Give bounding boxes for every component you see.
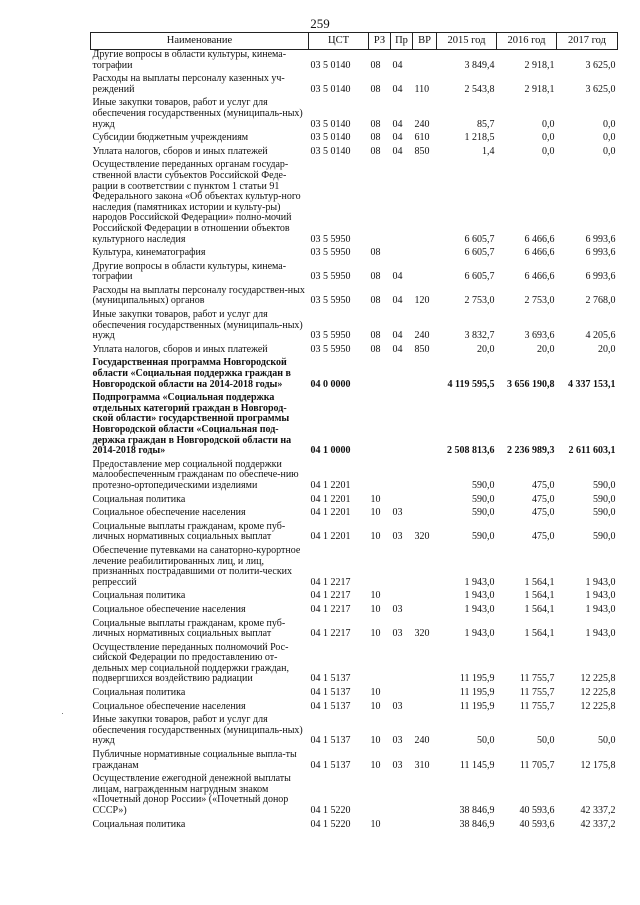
cell-2016: 1 564,1	[524, 590, 555, 602]
cell-2017: 0,0	[603, 118, 616, 130]
cell-csr: 04 1 2217	[310, 576, 351, 588]
cell-2015: 38 846,9	[459, 805, 495, 816]
cell-2015: 590,0	[472, 507, 495, 519]
cell-vr	[413, 393, 437, 460]
header-2016: 2016 год	[497, 33, 557, 50]
cell-vr	[413, 262, 437, 286]
cell-csr: 03 5 5950	[310, 295, 351, 307]
cell-name: Культура, кинематография	[92, 247, 206, 259]
table-row	[91, 508, 618, 522]
cell-csr: 04 1 5137	[310, 687, 351, 699]
cell-vr	[413, 546, 437, 591]
cell-2017: 42 337,2	[580, 818, 616, 830]
cell-csr: 03 5 5950	[310, 330, 351, 342]
cell-2016: 3 693,6	[524, 330, 555, 342]
cell-pr	[391, 591, 413, 605]
table-row	[91, 50, 618, 75]
cell-rz: 10	[370, 531, 381, 543]
cell-2015: 50,0	[477, 735, 495, 747]
table-row	[91, 643, 618, 688]
cell-pr: 03	[392, 603, 403, 615]
cell-rz: 10	[370, 759, 381, 771]
table-row	[91, 702, 618, 716]
table-row	[91, 98, 618, 133]
cell-2015: 1 218,5	[464, 132, 495, 144]
cell-2017: 0,0	[603, 145, 616, 157]
cell-2017: 590,0	[593, 531, 616, 543]
cell-rz: 08	[370, 343, 381, 355]
header-rz: РЗ	[369, 33, 391, 50]
cell-csr: 04 1 2217	[310, 590, 351, 602]
cell-2015: 4 119 595,5	[447, 378, 495, 390]
cell-vr: 320	[414, 628, 430, 640]
cell-2016: 3 656 190,8	[507, 378, 555, 390]
cell-name: Социальная политика	[92, 687, 186, 699]
cell-2017: 1 943,0	[585, 590, 616, 602]
cell-rz: 10	[370, 700, 381, 712]
cell-rz: 08	[370, 59, 381, 71]
table-row	[91, 147, 618, 161]
cell-name: Осуществление ежегодной денежной выплаты лицам, награжденным нагрудным знаком «Почетный донор России» («Почетный донор СССР»)	[92, 773, 291, 816]
cell-rz: 10	[370, 507, 381, 519]
table-row	[91, 591, 618, 605]
cell-2016: 1 564,1	[524, 628, 555, 640]
cell-2016: 475,0	[532, 493, 555, 505]
cell-pr	[391, 460, 413, 495]
cell-2017: 12 225,8	[580, 673, 616, 685]
cell-pr	[391, 160, 413, 248]
table-row	[91, 345, 618, 359]
header-2017: 2017 год	[557, 33, 618, 50]
cell-2016: 11 755,7	[519, 700, 555, 712]
cell-2017: 590,0	[593, 507, 616, 519]
cell-2017: 1 943,0	[585, 576, 616, 588]
cell-vr	[413, 702, 437, 716]
cell-rz: 10	[370, 590, 381, 602]
cell-name: Социальные выплаты гражданам, кроме пуб-личных нормативных социальных выплат	[92, 617, 286, 640]
header-name: Наименование	[91, 33, 309, 50]
cell-2015: 6 605,7	[464, 233, 495, 245]
table-row	[91, 248, 618, 262]
table-row	[91, 774, 618, 819]
cell-2017: 0,0	[603, 132, 616, 144]
cell-2017: 2 611 603,1	[568, 445, 616, 457]
cell-csr: 03 5 0140	[310, 132, 351, 144]
cell-csr: 03 5 5950	[310, 343, 351, 355]
cell-2016: 50,0	[537, 735, 555, 747]
cell-pr: 03	[392, 507, 403, 519]
cell-name: Иные закупки товаров, работ и услуг для обеспечения государственных (муниципаль-ных) нужд	[92, 97, 303, 130]
cell-rz: 08	[370, 118, 381, 130]
cell-name: Социальное обеспечение населения	[92, 507, 246, 519]
cell-csr: 04 1 5137	[310, 759, 351, 771]
cell-2016: 475,0	[532, 507, 555, 519]
cell-pr	[391, 495, 413, 509]
cell-2017: 6 993,6	[585, 271, 616, 283]
cell-2016: 475,0	[532, 531, 555, 543]
cell-2017: 50,0	[598, 735, 616, 747]
scan-speck	[62, 713, 63, 714]
cell-rz: 10	[370, 628, 381, 640]
cell-vr	[413, 495, 437, 509]
cell-2016: 11 755,7	[519, 687, 555, 699]
cell-vr: 610	[414, 132, 430, 144]
cell-2016: 2 753,0	[524, 295, 555, 307]
cell-csr: 04 1 5137	[310, 735, 351, 747]
cell-name: Иные закупки товаров, работ и услуг для обеспечения государственных (муниципаль-ных) нужд	[92, 714, 303, 747]
cell-csr: 04 1 5220	[310, 818, 351, 830]
cell-2017: 3 625,0	[585, 83, 616, 95]
cell-rz: 10	[370, 687, 381, 699]
cell-pr	[391, 358, 413, 393]
cell-pr: 04	[392, 295, 403, 307]
cell-2015: 85,7	[477, 118, 495, 130]
cell-2016: 40 593,6	[519, 818, 555, 830]
table-row	[91, 495, 618, 509]
cell-2017: 3 625,0	[585, 59, 616, 71]
cell-pr: 03	[392, 531, 403, 543]
cell-2015: 3 849,4	[464, 59, 495, 71]
table-row	[91, 286, 618, 310]
cell-vr	[413, 591, 437, 605]
cell-2015: 11 145,9	[459, 759, 495, 771]
cell-name: Социальные выплаты гражданам, кроме пуб-личных нормативных социальных выплат	[92, 520, 286, 543]
cell-2017: 20,0	[598, 343, 616, 355]
cell-vr: 320	[414, 531, 430, 543]
cell-csr: 03 5 0140	[310, 83, 351, 95]
cell-rz: 08	[370, 132, 381, 144]
cell-csr: 03 5 0140	[310, 145, 351, 157]
cell-2015: 38 846,9	[459, 818, 495, 830]
cell-name: Осуществление переданных органам государ-ственной власти субъектов Российской Феде-рации в соответствии с пунктом 1 статьи 91 Федерального закона «Об объектах культур-ного наследия (памятниках истории и культу-ры) народов Российской Федерации» полно-мочий Российской Федерации в отношении объектов культурного наследия	[92, 159, 301, 245]
table-row	[91, 262, 618, 286]
table-row	[91, 546, 618, 591]
cell-2015: 20,0	[477, 343, 495, 355]
cell-csr: 03 5 5950	[310, 233, 351, 245]
cell-vr: 850	[414, 145, 430, 157]
cell-2015: 3 832,7	[464, 330, 495, 342]
cell-rz	[369, 643, 391, 688]
cell-name: Социальная политика	[92, 818, 186, 830]
cell-2017: 6 993,6	[585, 247, 616, 259]
cell-2016: 1 564,1	[524, 576, 555, 588]
table-row	[91, 715, 618, 750]
cell-csr: 04 1 5137	[310, 673, 351, 685]
cell-vr	[413, 643, 437, 688]
cell-name: Социальная политика	[92, 590, 186, 602]
cell-name: Государственная программа Новгородской области «Социальная поддержка граждан в Новгородской области на 2014-2018 годы»	[92, 357, 291, 390]
cell-vr: 310	[414, 759, 430, 771]
cell-2015: 1 943,0	[464, 628, 495, 640]
cell-pr: 04	[392, 145, 403, 157]
cell-2016: 2 236 989,3	[507, 445, 555, 457]
cell-rz: 08	[370, 83, 381, 95]
cell-vr: 240	[414, 330, 430, 342]
cell-2016: 6 466,6	[524, 271, 555, 283]
cell-csr: 04 1 5220	[310, 805, 351, 816]
cell-pr	[391, 248, 413, 262]
header-vr: ВР	[413, 33, 437, 50]
cell-vr	[413, 688, 437, 702]
cell-2017: 1 943,0	[585, 628, 616, 640]
cell-pr	[391, 393, 413, 460]
cell-name: Подпрограмма «Социальная поддержка отдельных категорий граждан в Новгород-ской области» государственной программы Новгородской области «Социальная под-держка граждан в Новгородской области на 2014-2018 годы»	[92, 392, 292, 457]
cell-vr: 240	[414, 735, 430, 747]
cell-csr: 04 1 0000	[310, 445, 351, 457]
cell-pr: 04	[392, 118, 403, 130]
cell-2017: 590,0	[593, 479, 616, 491]
cell-rz	[369, 393, 391, 460]
cell-name: Предоставление мер социальной поддержки малообеспеченным гражданам по обеспече-нию протезно-ортопедическими изделиями	[92, 458, 299, 491]
table-row	[91, 358, 618, 393]
cell-vr	[413, 774, 437, 819]
cell-vr	[413, 820, 437, 834]
cell-2017: 1 943,0	[585, 603, 616, 615]
cell-csr: 03 5 0140	[310, 118, 351, 130]
cell-rz: 08	[370, 145, 381, 157]
cell-rz: 08	[370, 295, 381, 307]
cell-pr: 03	[392, 700, 403, 712]
header-pr: Пр	[391, 33, 413, 50]
cell-vr	[413, 460, 437, 495]
cell-vr: 850	[414, 343, 430, 355]
table-row	[91, 605, 618, 619]
table-row	[91, 133, 618, 147]
cell-2016: 40 593,6	[519, 805, 555, 816]
budget-table	[90, 32, 618, 833]
header-2015: 2015 год	[437, 33, 497, 50]
cell-vr: 120	[414, 295, 430, 307]
cell-2015: 2 508 813,6	[447, 445, 495, 457]
cell-2016: 6 466,6	[524, 233, 555, 245]
cell-2016: 0,0	[542, 118, 555, 130]
cell-pr	[391, 546, 413, 591]
cell-csr: 04 1 2201	[310, 493, 351, 505]
table-row	[91, 820, 618, 834]
cell-2016: 2 918,1	[524, 59, 555, 71]
cell-name: Другие вопросы в области культуры, кинема-тографии	[92, 49, 287, 71]
cell-pr	[391, 688, 413, 702]
cell-2015: 11 195,9	[459, 687, 495, 699]
cell-2015: 1,4	[482, 145, 495, 157]
cell-2015: 11 195,9	[459, 673, 495, 685]
table-header-row	[91, 33, 618, 50]
cell-2016: 20,0	[537, 343, 555, 355]
cell-name: Социальное обеспечение населения	[92, 700, 246, 712]
cell-2017: 12 225,8	[580, 687, 616, 699]
cell-csr: 04 0 0000	[310, 378, 351, 390]
cell-pr	[391, 774, 413, 819]
cell-2015: 2 543,8	[464, 83, 495, 95]
cell-2017: 6 993,6	[585, 233, 616, 245]
cell-rz: 08	[370, 271, 381, 283]
cell-pr	[391, 820, 413, 834]
cell-name: Другие вопросы в области культуры, кинема-тографии	[92, 260, 287, 283]
cell-pr: 04	[392, 271, 403, 283]
cell-2015: 590,0	[472, 479, 495, 491]
cell-rz: 08	[370, 330, 381, 342]
cell-vr	[413, 508, 437, 522]
cell-vr: 240	[414, 118, 430, 130]
cell-rz	[369, 774, 391, 819]
table-row	[91, 310, 618, 345]
cell-rz: 10	[370, 603, 381, 615]
cell-vr	[413, 50, 437, 75]
cell-name: Субсидии бюджетным учреждениям	[92, 132, 249, 144]
cell-2016: 475,0	[532, 479, 555, 491]
cell-2015: 2 753,0	[464, 295, 495, 307]
table-body	[91, 50, 618, 834]
table-row	[91, 460, 618, 495]
cell-2017: 12 225,8	[580, 700, 616, 712]
cell-2016: 11 705,7	[519, 759, 555, 771]
cell-vr	[413, 605, 437, 619]
cell-csr: 04 1 5137	[310, 700, 351, 712]
table-row	[91, 74, 618, 98]
cell-name: Иные закупки товаров, работ и услуг для обеспечения государственных (муниципаль-ных) нужд	[92, 309, 303, 342]
cell-2015: 1 943,0	[464, 603, 495, 615]
cell-2017: 42 337,2	[580, 805, 616, 816]
cell-2015: 590,0	[472, 531, 495, 543]
cell-rz: 10	[370, 735, 381, 747]
table-row	[91, 393, 618, 460]
cell-pr: 04	[392, 59, 403, 71]
cell-pr: 04	[392, 330, 403, 342]
cell-2015: 1 943,0	[464, 576, 495, 588]
cell-vr: 110	[414, 83, 430, 95]
cell-rz	[369, 546, 391, 591]
cell-2016: 2 918,1	[524, 83, 555, 95]
cell-rz: 10	[370, 493, 381, 505]
cell-name: Социальное обеспечение населения	[92, 603, 246, 615]
cell-2015: 11 195,9	[459, 700, 495, 712]
cell-csr: 04 1 2217	[310, 628, 351, 640]
cell-2017: 4 337 153,1	[568, 378, 616, 390]
cell-name: Уплата налогов, сборов и иных платежей	[92, 343, 268, 355]
cell-pr: 03	[392, 759, 403, 771]
cell-csr: 04 1 2201	[310, 479, 351, 491]
cell-2017: 2 768,0	[585, 295, 616, 307]
cell-csr: 04 1 2201	[310, 531, 351, 543]
cell-csr: 04 1 2217	[310, 603, 351, 615]
cell-rz: 10	[370, 818, 381, 830]
table-row	[91, 619, 618, 643]
cell-rz	[369, 358, 391, 393]
cell-name: Публичные нормативные социальные выпла-ты гражданам	[92, 749, 297, 771]
cell-rz	[369, 160, 391, 248]
page-number: 259	[310, 16, 330, 31]
cell-2015: 590,0	[472, 493, 495, 505]
cell-pr: 04	[392, 132, 403, 144]
table-row	[91, 688, 618, 702]
cell-rz: 08	[370, 247, 381, 259]
cell-pr: 03	[392, 628, 403, 640]
cell-name: Расходы на выплаты персоналу казенных уч-реждений	[92, 73, 285, 95]
cell-2017: 12 175,8	[580, 759, 616, 771]
cell-csr: 03 5 5950	[310, 271, 351, 283]
cell-pr: 03	[392, 735, 403, 747]
header-csr: ЦСТ	[309, 33, 369, 50]
cell-2017: 4 205,6	[585, 330, 616, 342]
cell-2016: 0,0	[542, 132, 555, 144]
cell-2015: 6 605,7	[464, 247, 495, 259]
cell-2015: 6 605,7	[464, 271, 495, 283]
cell-rz	[369, 460, 391, 495]
cell-name: Уплата налогов, сборов и иных платежей	[92, 145, 268, 157]
cell-pr	[391, 643, 413, 688]
table-row	[91, 750, 618, 774]
cell-csr: 03 5 5950	[310, 247, 351, 259]
cell-pr: 04	[392, 343, 403, 355]
cell-2015: 1 943,0	[464, 590, 495, 602]
cell-csr: 04 1 2201	[310, 507, 351, 519]
cell-2017: 590,0	[593, 493, 616, 505]
cell-vr	[413, 248, 437, 262]
cell-2016: 11 755,7	[519, 673, 555, 685]
cell-2016: 6 466,6	[524, 247, 555, 259]
cell-2016: 1 564,1	[524, 603, 555, 615]
cell-name: Обеспечение путевками на санаторно-курортное лечение реабилитированных лиц, и лиц, признанных пострадавшими от полити-ческих репрессий	[92, 544, 301, 588]
table-row	[91, 522, 618, 546]
cell-vr	[413, 358, 437, 393]
cell-csr: 03 5 0140	[310, 59, 351, 71]
cell-pr: 04	[392, 83, 403, 95]
cell-2016: 0,0	[542, 145, 555, 157]
cell-name: Расходы на выплаты персоналу государствен-ных (муниципальных) органов	[92, 284, 305, 307]
cell-name: Социальная политика	[92, 493, 186, 505]
cell-vr	[413, 160, 437, 248]
table-row	[91, 160, 618, 248]
cell-name: Осуществление переданных полномочий Рос-сийской Федерации по предоставлению от-дельных мер социальной поддержки граждан, подвергшихся воздействию радиации	[92, 641, 289, 685]
